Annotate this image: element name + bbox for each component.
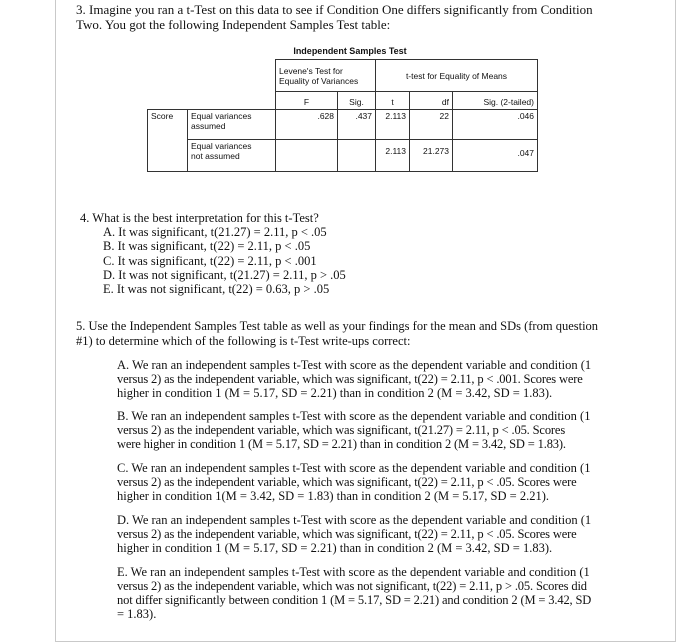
question-4 xyxy=(80,211,346,296)
row-label-line: assumed xyxy=(191,121,226,131)
row-label xyxy=(188,110,276,140)
answer-line: B. We ran an independent samples t-Test with score as the dependent variable and condition (1 xyxy=(117,409,591,423)
table-header-row-1 xyxy=(148,60,538,92)
cell-df: 22 xyxy=(410,110,453,140)
answer-option: D. It was not significant, t(21.27) = 2.11, p > .05 xyxy=(103,267,346,282)
answer-line: C. We ran an independent samples t-Test with score as the dependent variable and condition (1 xyxy=(117,461,591,475)
table-title: Independent Samples Test xyxy=(293,46,407,56)
answer-line: versus 2) as the independent variable, which was significant, t(21.27) = 2.11, p < .05. Scores xyxy=(117,423,566,438)
answer-line: E. We ran an independent samples t-Test with score as the dependent variable and condition (1 xyxy=(117,565,590,579)
answer-line: = 1.83). xyxy=(117,607,157,622)
cell-f xyxy=(276,140,338,172)
col-f-header: F xyxy=(276,92,338,110)
independent-samples-test-table xyxy=(147,59,538,172)
answer-option: C. It was significant, t(22) = 2.11, p < .001 xyxy=(103,253,317,268)
answer-option: B. It was significant, t(22) = 2.11, p < .05 xyxy=(103,239,311,254)
levene-header xyxy=(276,60,376,92)
row-label-line: Equal variances xyxy=(191,141,252,151)
question-3-line: 3. Imagine you ran a t-Test on this data to see if Condition One differs significantly from Condition xyxy=(76,2,593,17)
answer-option-e xyxy=(117,565,657,621)
table-row xyxy=(148,140,538,172)
levene-header-line: Levene's Test for xyxy=(279,65,343,76)
answer-line: A. We ran an independent samples t-Test with score as the dependent variable and condition (1 xyxy=(117,358,592,372)
cell-sig2: .047 xyxy=(453,140,538,172)
answer-line: higher in condition 1(M = 3.42, SD = 1.83) than in condition 2 (M = 5.17, SD = 2.21). xyxy=(117,489,549,504)
row-group-label: Score xyxy=(148,110,188,172)
cell-t: 2.113 xyxy=(376,140,410,172)
answer-option-d xyxy=(117,513,657,555)
cell-df: 21.273 xyxy=(410,140,453,172)
answer-line: versus 2) as the independent variable, which was significant, t(22) = 2.11, p < .05. Scores were xyxy=(117,475,577,490)
question-5-line: #1) to determine which of the following is t-Test write-ups correct: xyxy=(76,333,411,348)
answer-line: versus 2) as the independent variable, which was significant, t(22) = 2.11, p < .05. Scores were xyxy=(117,527,577,542)
ttest-header: t-test for Equality of Means xyxy=(376,60,538,92)
question-5-line: 5. Use the Independent Samples Test table as well as your findings for the mean and SDs (from question xyxy=(76,319,599,333)
question-5 xyxy=(76,319,666,348)
cell-sig2: .046 xyxy=(453,110,538,140)
row-label-line: not assumed xyxy=(191,151,240,161)
answer-line: not differ significantly between condition 1 (M = 5.17, SD = 2.21) and condition 2 (M = 3.42, SD xyxy=(117,593,592,608)
answer-option-a xyxy=(117,358,657,400)
row-label xyxy=(188,140,276,172)
col-df-header: df xyxy=(410,92,453,110)
cell-sig xyxy=(338,140,376,172)
answer-line: were higher in condition 1 (M = 5.17, SD = 2.21) than in condition 2 (M = 3.42, SD = 1.83). xyxy=(117,437,566,452)
answer-line: higher in condition 1 (M = 5.17, SD = 2.21) than in condition 2 (M = 3.42, SD = 1.83). xyxy=(117,386,553,401)
answer-option-c xyxy=(117,461,657,503)
answer-line: higher in condition 1 (M = 5.17, SD = 2.21) than in condition 2 (M = 3.42, SD = 1.83). xyxy=(117,541,553,556)
col-sig2-header: Sig. (2-tailed) xyxy=(453,92,538,110)
question-4-stem: 4. What is the best interpretation for this t-Test? xyxy=(80,211,319,225)
cell-f: .628 xyxy=(276,110,338,140)
table-corner xyxy=(148,92,276,110)
answer-line: versus 2) as the independent variable, which was not significant, t(22) = 2.11, p > .05. Scores did xyxy=(117,579,587,594)
col-sig-header: Sig. xyxy=(338,92,376,110)
answer-line: D. We ran an independent samples t-Test with score as the dependent variable and condition (1 xyxy=(117,513,592,527)
answer-option: A. It was significant, t(21.27) = 2.11, p < .05 xyxy=(103,225,327,240)
table-corner xyxy=(148,60,276,92)
answer-option: E. It was not significant, t(22) = 0.63, p > .05 xyxy=(103,282,330,297)
table-row xyxy=(148,110,538,140)
table-header-row-2 xyxy=(148,92,538,110)
answer-line: versus 2) as the independent variable, which was significant, t(22) = 2.11, p < .001. Scores were xyxy=(117,372,583,387)
question-3-line: Two. You got the following Independent Samples Test table: xyxy=(76,17,391,32)
answer-option-b xyxy=(117,409,657,451)
cell-sig: .437 xyxy=(338,110,376,140)
levene-header-line: Equality of Variances xyxy=(279,75,359,86)
col-t-header: t xyxy=(376,92,410,110)
row-label-line: Equal variances xyxy=(191,111,252,121)
cell-t: 2.113 xyxy=(376,110,410,140)
question-3 xyxy=(76,2,666,32)
